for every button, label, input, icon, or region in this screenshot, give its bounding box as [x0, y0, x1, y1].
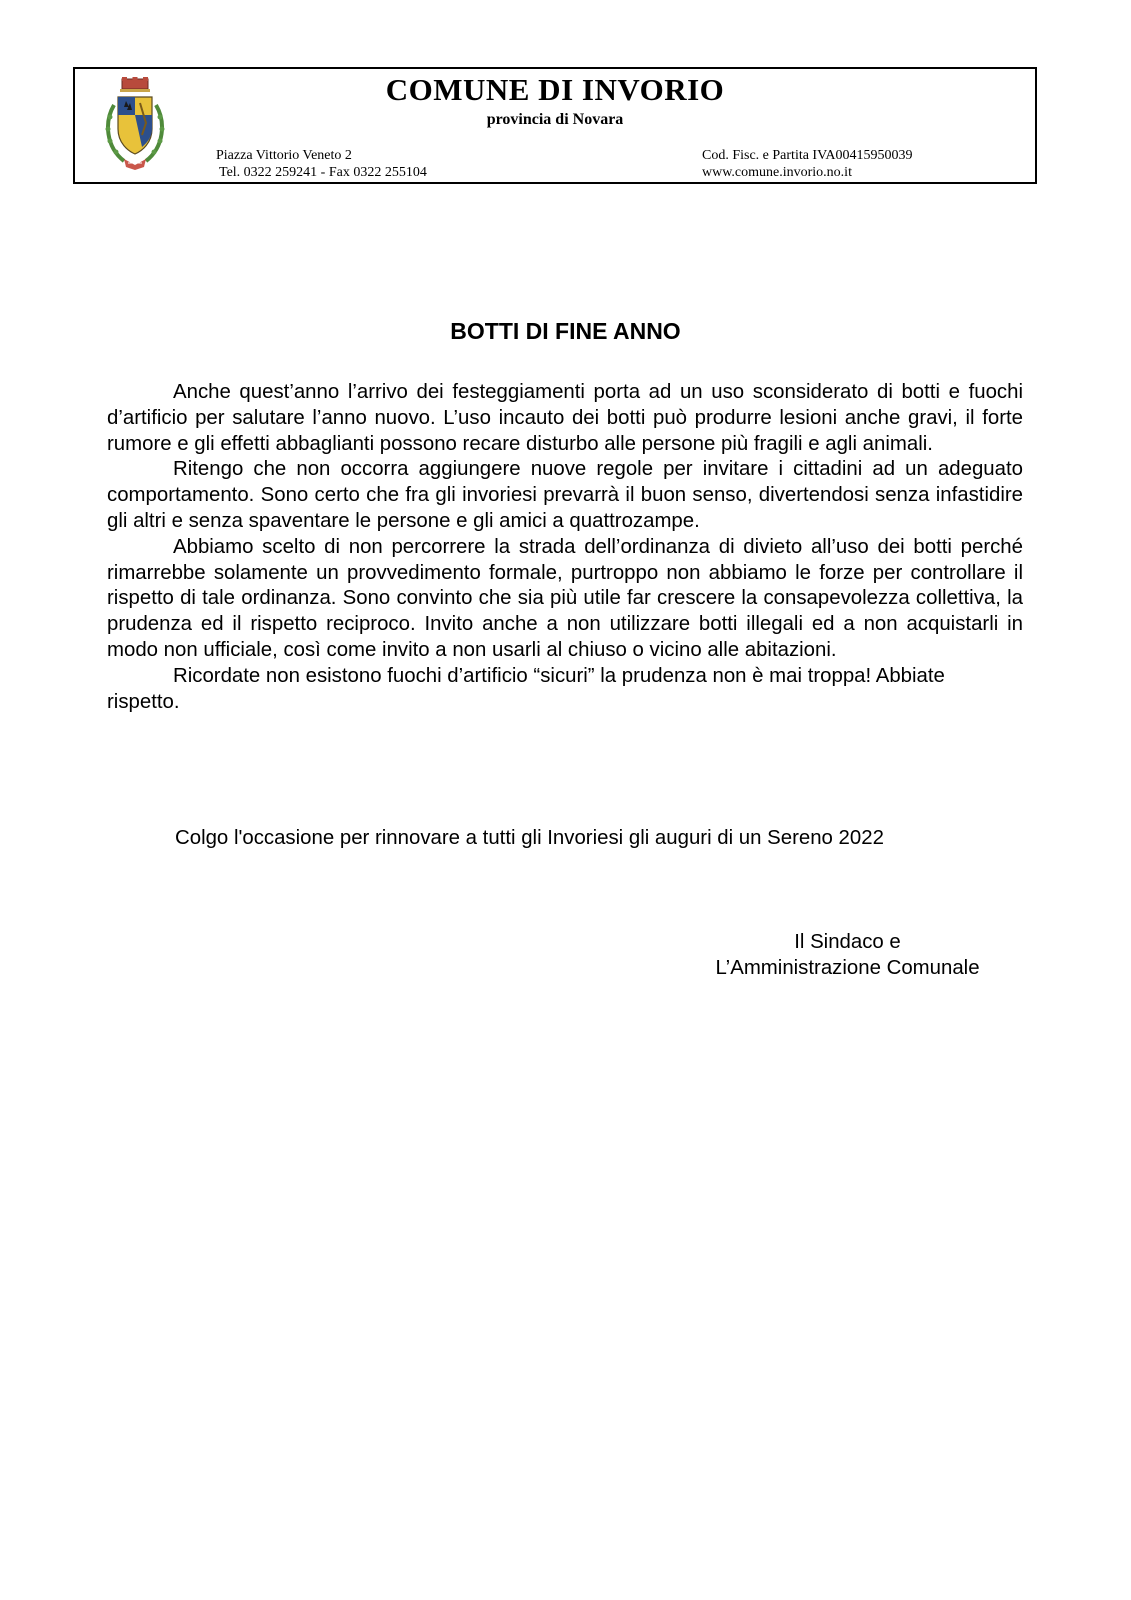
closing-greeting: Colgo l'occasione per rinnovare a tutti gli Invoriesi gli auguri di un Sereno 2022: [175, 827, 884, 849]
paragraph: Abbiamo scelto di non percorrere la strada dell’ordinanza di divieto all’uso dei botti perché rimarrebbe solamente un provvedimento formale, purtroppo non abbiamo le forze per controllare il rispetto di tale ordinanza. Sono convinto che sia più utile far crescere la consapevolezza collettiva, la prudenza ed il rispetto reciproco. Invito anche a non utilizzare botti illegali ed a non acquistarli in modo non ufficiale, così come invito a non usarli al chiuso o vicino alle abitazioni.: [107, 535, 1023, 661]
phone-fax-text: Tel. 0322 259241 - Fax 0322 255104: [219, 165, 427, 180]
document-title: BOTTI DI FINE ANNO: [450, 318, 681, 344]
website-text: www.comune.invorio.no.it: [702, 165, 852, 180]
tax-id-text: Cod. Fisc. e Partita IVA00415950039: [702, 148, 913, 163]
municipality-name: COMUNE DI INVORIO: [385, 72, 725, 107]
document-body: [107, 380, 1023, 715]
province-name: provincia di Novara: [486, 111, 624, 128]
signature-block: [695, 930, 1000, 982]
signature-line: Il Sindaco e: [794, 931, 901, 953]
address-text: Piazza Vittorio Veneto 2: [216, 148, 352, 163]
paragraph: Ritengo che non occorra aggiungere nuove regole per invitare i cittadini ad un adeguato comportamento. Sono certo che fra gli invoriesi prevarrà il buon senso, divertendosi senza infastidire gli altri e senza spaventare le persone e gli amici a quattrozampe.: [107, 458, 1023, 532]
letterhead: [73, 67, 1037, 184]
paragraph: Ricordate non esistono fuochi d’artificio “sicuri” la prudenza non è mai troppa! Abbiate rispetto.: [107, 664, 945, 713]
paragraph: Anche quest’anno l’arrivo dei festeggiamenti porta ad un uso sconsiderato di botti e fuochi d’artificio per salutare l’anno nuovo. L’uso incauto dei botti può produrre lesioni anche gravi, il forte rumore e gli effetti abbaglianti possono recare disturbo alle persone più fragili e agli animali.: [107, 381, 1023, 455]
signature-line: L’Amministrazione Comunale: [715, 956, 980, 979]
